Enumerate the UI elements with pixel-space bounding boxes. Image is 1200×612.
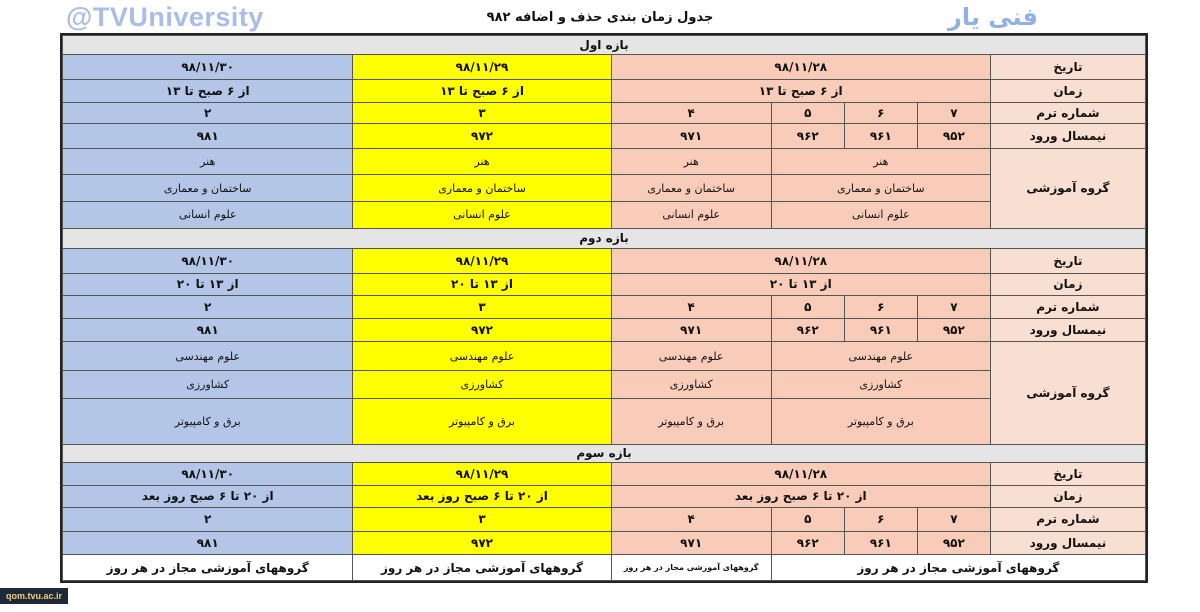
term-cell: ۵ — [771, 508, 844, 532]
group-item: برق و کامپیوتر — [353, 398, 610, 443]
time-cell: از ۶ صبح تا ۱۳ — [611, 80, 990, 103]
group-cell — [611, 342, 771, 444]
group-cell — [353, 342, 611, 444]
date-cell: ۹۸/۱۱/۲۹ — [353, 463, 611, 486]
term-cell: ۷ — [917, 508, 990, 532]
group-cell — [771, 148, 990, 228]
date-cell: ۹۸/۱۱/۲۸ — [611, 55, 990, 80]
time-cell: از ۱۳ تا ۲۰ — [611, 273, 990, 296]
group-item: برق و کامپیوتر — [612, 398, 771, 443]
group-item: علوم انسانی — [612, 201, 771, 228]
term-cell: ۵ — [771, 296, 844, 319]
entry-label: نیمسال ورود — [990, 124, 1145, 149]
brand-handle: @TVUniversity — [66, 2, 264, 32]
entry-cell: ۹۷۱ — [611, 318, 771, 342]
time-cell: از ۱۳ تا ۲۰ — [63, 273, 353, 296]
group-item: کشاورزی — [353, 370, 610, 399]
date-cell: ۹۸/۱۱/۳۰ — [63, 463, 353, 486]
group-item: علوم مهندسی — [658, 349, 724, 363]
group-item: ساختمان و معماری — [612, 174, 771, 201]
entry-cell: ۹۶۱ — [844, 318, 917, 342]
website-badge[interactable]: qom.tvu.ac.ir — [0, 588, 68, 604]
footer-allowed-groups: گروههای آموزشی مجاز در هر روز — [63, 555, 353, 581]
term-cell: ۲ — [63, 508, 353, 532]
term-cell: ۷ — [917, 102, 990, 124]
entry-cell: ۹۷۱ — [611, 124, 771, 149]
date-cell: ۹۸/۱۱/۲۹ — [353, 55, 611, 80]
term-cell: ۷ — [917, 296, 990, 319]
group-cell — [63, 148, 353, 228]
date-cell: ۹۸/۱۱/۲۹ — [353, 249, 611, 274]
term-cell: ۶ — [844, 296, 917, 319]
footer-allowed-groups: گروههای آموزشی مجاز در هر روز — [771, 555, 1145, 581]
group-item: هنر — [873, 154, 889, 168]
group-item: برق و کامپیوتر — [772, 398, 990, 443]
entry-cell: ۹۶۲ — [771, 531, 844, 555]
time-cell: از ۲۰ تا ۶ صبح روز بعد — [353, 485, 611, 508]
date-label: تاریخ — [990, 249, 1145, 274]
group-item: کشاورزی — [612, 370, 771, 399]
entry-cell: ۹۷۱ — [611, 531, 771, 555]
time-cell: از ۶ صبح تا ۱۳ — [353, 80, 611, 103]
entry-label: نیمسال ورود — [990, 318, 1145, 342]
group-item: هنر — [200, 154, 216, 168]
footer-allowed-groups: گروههای آموزشی مجاز در هر روز — [353, 555, 611, 581]
time-label: زمان — [990, 80, 1145, 103]
period-title: بازه دوم — [63, 228, 1146, 248]
group-item: هنر — [683, 154, 699, 168]
group-item: علوم انسانی — [63, 201, 352, 228]
entry-cell: ۹۶۱ — [844, 124, 917, 149]
time-cell: از ۲۰ تا ۶ صبح روز بعد — [611, 485, 990, 508]
group-label: گروه آموزشی — [990, 342, 1145, 444]
group-label: گروه آموزشی — [990, 148, 1145, 228]
time-label: زمان — [990, 273, 1145, 296]
term-cell: ۶ — [844, 508, 917, 532]
period-title: بازه سوم — [63, 444, 1146, 462]
date-label: تاریخ — [990, 463, 1145, 486]
group-cell — [353, 148, 611, 228]
group-cell — [63, 342, 353, 444]
term-cell: ۴ — [611, 508, 771, 532]
term-cell: ۴ — [611, 296, 771, 319]
time-cell: از ۶ صبح تا ۱۳ — [63, 80, 353, 103]
page-title: جدول زمان بندی حذف و اضافه ۹۸۲ — [486, 10, 714, 25]
entry-cell: ۹۸۱ — [63, 124, 353, 149]
group-item: علوم مهندسی — [449, 349, 515, 363]
entry-cell: ۹۷۲ — [353, 531, 611, 555]
group-cell — [771, 342, 990, 444]
time-cell: از ۲۰ تا ۶ صبح روز بعد — [63, 485, 353, 508]
group-item: ساختمان و معماری — [63, 174, 352, 201]
date-cell: ۹۸/۱۱/۳۰ — [63, 55, 353, 80]
entry-cell: ۹۶۲ — [771, 318, 844, 342]
entry-cell: ۹۵۲ — [917, 124, 990, 149]
entry-cell: ۹۷۲ — [353, 318, 611, 342]
schedule-table — [62, 35, 1146, 581]
group-cell — [611, 148, 771, 228]
entry-label: نیمسال ورود — [990, 531, 1145, 555]
term-cell: ۴ — [611, 102, 771, 124]
period-title: بازه اول — [63, 36, 1146, 55]
term-cell: ۲ — [63, 296, 353, 319]
term-cell: ۳ — [353, 508, 611, 532]
term-cell: ۲ — [63, 102, 353, 124]
footer-allowed-groups: گروههای آموزشی مجاز در هر روز — [611, 555, 771, 581]
group-item: علوم مهندسی — [175, 349, 241, 363]
term-cell: ۶ — [844, 102, 917, 124]
term-cell: ۳ — [353, 102, 611, 124]
entry-cell: ۹۷۲ — [353, 124, 611, 149]
term-label: شماره ترم — [990, 508, 1145, 532]
term-cell: ۵ — [771, 102, 844, 124]
group-item: علوم انسانی — [353, 201, 610, 228]
term-cell: ۳ — [353, 296, 611, 319]
time-cell: از ۱۳ تا ۲۰ — [353, 273, 611, 296]
group-item: ساختمان و معماری — [353, 174, 610, 201]
entry-cell: ۹۸۱ — [63, 531, 353, 555]
group-item: کشاورزی — [772, 370, 990, 399]
group-item: کشاورزی — [63, 370, 352, 399]
entry-cell: ۹۸۱ — [63, 318, 353, 342]
logo-text: فنی یار — [948, 3, 1038, 31]
entry-cell: ۹۵۲ — [917, 318, 990, 342]
date-cell: ۹۸/۱۱/۳۰ — [63, 249, 353, 274]
group-item: هنر — [474, 154, 490, 168]
entry-cell: ۹۶۱ — [844, 531, 917, 555]
date-cell: ۹۸/۱۱/۲۸ — [611, 463, 990, 486]
group-item: برق و کامپیوتر — [63, 398, 352, 443]
date-cell: ۹۸/۱۱/۲۸ — [611, 249, 990, 274]
schedule-sheet — [60, 33, 1148, 583]
entry-cell: ۹۵۲ — [917, 531, 990, 555]
group-item: علوم مهندسی — [848, 349, 914, 363]
date-label: تاریخ — [990, 55, 1145, 80]
term-label: شماره ترم — [990, 296, 1145, 319]
group-item: ساختمان و معماری — [772, 174, 990, 201]
entry-cell: ۹۶۲ — [771, 124, 844, 149]
time-label: زمان — [990, 485, 1145, 508]
group-item: علوم انسانی — [772, 201, 990, 228]
term-label: شماره ترم — [990, 102, 1145, 124]
